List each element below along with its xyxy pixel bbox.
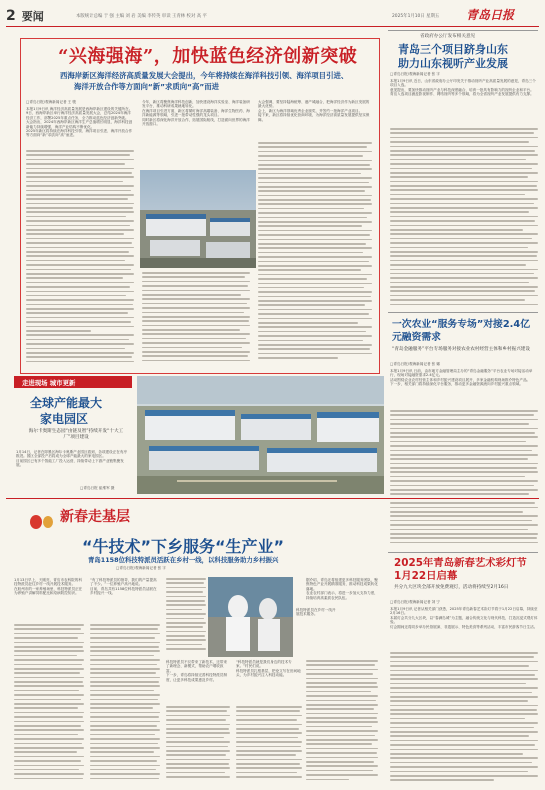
special-col-5: 据介绍，青岛还将组建更多科技服务团队，聚焦特色产业开展精准服务，推动科技成果转化落地。 农业农村部门表示，将进一步加大支持力度，持续培育高素质农民队伍。 (306, 578, 378, 600)
lead-col-1-lines (26, 150, 134, 364)
lead-subtitle-2: 海洋开放合作等方面向“新”求质向“高”而进 (74, 82, 220, 91)
lm-photo (137, 376, 384, 494)
rm-subtitle: “青岛金融服务”平台专场服务对接农业农村经营主体和乡村振兴建设 (392, 347, 530, 352)
rt-byline: □青岛日报/观海新闻记者 张 宇 (390, 72, 441, 76)
sp-lines-4 (236, 706, 302, 784)
lead-byline: □青岛日报/观海新闻记者 王 骏 (26, 100, 77, 104)
special-photo (208, 577, 293, 657)
rb-byline: □青岛日报/观海新闻记者 刘 宁 (390, 600, 441, 604)
sp-lines-2 (90, 624, 160, 784)
special-subtitle: 青岛1158位科技特派员活跃在乡村一线，以科技服务助力乡村振兴 (88, 556, 279, 564)
section-label: 要闻 (21, 10, 44, 23)
publish-date: 2025年1月10日 星期五 (392, 14, 440, 19)
special-caption: 科技特派员在乡村一线开展技术服务。 (296, 608, 336, 617)
rb-title: 2025年青岛新春艺术彩灯节1月22日启幕 (394, 557, 527, 582)
lead-col-3-lines (258, 142, 372, 364)
special-col-4: “科技特派员就是我们身边的技术专家。”村民们说。 科技特派员扎根基层，把论文写在田间地头，为乡村振兴注入科技动能。 (236, 660, 301, 678)
rt-title-1: 青岛三个项目跻身山东 (398, 43, 508, 56)
lm-title-1: 全球产能最大 (30, 396, 103, 410)
page-number: 2 要闻 (6, 8, 44, 24)
rt-body: 本报1月9日讯 近日，山东省政府办公厅印发关于推动视听产业高质量发展的意见，青岛三个项目入选。 意见提出，要加快推动视听产业与科技深度融合，培育一批具有影响力的视听企业和平台。 青岛入选项目涵盖影视制作、网络视听等多个领域，将为全省视听产业发展提供有力支撑。 (390, 79, 536, 97)
header-rule (6, 26, 539, 27)
lead-title: “兴海强海”，加快蓝色经济创新突破 (58, 46, 358, 67)
special-banner: 新春走基层 (60, 509, 130, 525)
special-rule (6, 498, 539, 499)
rm-byline: □青岛日报/观海新闻记者 张 娜 (390, 362, 441, 366)
lm-body: 1月14日，记者在即墨区海尔卡奥斯产业园区看到，各项建设正在有序推进。园区全部投产后将成为全球产能最大的家电园区。 目前园区已有多个智能工厂投入运营，持续带动上下游产业链集聚发展。 (16, 450, 128, 468)
rt-body-lines (390, 128, 538, 308)
rt-title-2: 助力山东视听产业发展 (398, 57, 508, 70)
rb-body: 本报1月9日讯 记者从相关部门获悉，2025年青岛新春艺术彩灯节将于1月22日启幕，持续至2月16日。 本届灯会共分九大区块，以“春满岛城”为主题，融合传统文化与现代科技，打造沉浸式观灯体验。 灯会期间还将同步举办民俗展演、非遗展示、特色美食等系列活动，丰富市民游客节日生活。 (390, 607, 538, 629)
special-title: “牛技术”下乡服务“生产业” (82, 537, 285, 556)
special-col-2: “有了科技特派员的指导，我们的产量提高了不少。”一位养殖户高兴地说。 目前，青岛共有1158位科技特派员活跃在乡村振兴一线。 (90, 578, 157, 596)
special-byline: □青岛日报/观海新闻记者 张 宇 (116, 566, 167, 570)
newspaper-logo: 青岛日报 (466, 8, 515, 22)
sp-lines-3a (166, 578, 206, 656)
lead-col-1: 本报1月9日讯 海洋经济高质量发展是西海岸新区建设的关键所在。9日，西海岸新区举行海洋经济高质量发展大会，总结2024年海洋经济工作，部署2025年重点任务，全力推动蓝色经济创新突破。 大会指出，2024年西海岸新区海洋生产总值增长明显，海洋科技创新能力持续增强，海洋产业结构不断优化。 2025年新区将持续在海洋科技引领、海洋项目引进、海洋开放合作等方面向“新”求质向“高”而进。 (26, 107, 133, 138)
lead-col-3: 大会强调，要坚持陆海统筹、港产城融合，把海洋经济作为新区发展的最大优势。 会上，新区为海洋领域优秀企业颁奖，并签约一批海洋产业项目。 接下来，新区将持续优化营商环境，为海洋经济高质量发展提供坚实保障。 (258, 100, 370, 122)
sp-lines-1 (14, 624, 84, 784)
rm-body: 本报1月9日讯 日前，由市地方金融管理局主办的“青岛金融服务”平台农业专场对接活动举行，现场对接融资需求2.4亿元。 活动围绕农业农村经营主体和乡村振兴建设项目展开，多家金融机构现场推介特色产品。 下一步，相关部门将持续深化平台服务，推动更多金融资源流向乡村振兴重点领域。 (390, 369, 533, 387)
rt-kicker: 省政府办公厅发布相关意见 (420, 34, 476, 39)
lm-title-2: 家电园区 (40, 412, 89, 426)
lm-credit: □青岛日报 崔维军 摄 (80, 486, 115, 490)
lantern-icon (28, 514, 54, 530)
rm-body-lines (390, 410, 538, 548)
lead-subtitle-1: 西海岸新区海洋经济高质量发展大会提出，今年将持续在海洋科技引领、海洋项目引进、 (60, 71, 349, 80)
editor-credits: 本版统计总编 于 强 主编 刘 岩 美编 李传英 审读 王青林 校对 高 平 (76, 14, 207, 19)
sp-lines-5 (306, 660, 378, 784)
rb-rule (388, 552, 538, 553)
rb-body-lines (390, 652, 538, 784)
lead-col-2-lines (142, 272, 250, 364)
lead-col-2: 今年，新区将聚焦海洋科技创新，加快建设海洋实验室、海洋装备研发平台，推动科研成果就地转化。 在海洋项目引进方面，新区将紧盯海洋高端装备、海洋生物医药、海洋新能源等领域，引进一批带动性强的龙头项目。 同时新区将深化海洋开放合作，拓展国际航线，打造面向世界的海洋开放窗口。 (142, 100, 250, 127)
lm-banner: 走进现场 城市更新 (14, 376, 132, 388)
lead-photo (140, 170, 256, 268)
special-col-1: 1月13日早上，天刚亮，青岛市农科院的科技特派员赶往乡村一线开展技术服务。 在胶州市的一家养殖场里，科技特派员正在为养殖户讲解饲料配比和疫病防控知识。 (14, 578, 83, 596)
rm-title: 一次农业“服务专场”对接2.4亿元融资需求 (392, 319, 530, 343)
special-col-3: 科技特派员不仅带来了新技术，还带来了新理念、新模式，帮助农户增收致富。 下一步，青岛将持续完善科技特派员制度，让更多科技成果惠及乡村。 (166, 660, 228, 682)
rm-rule (388, 312, 538, 313)
rt-rule (388, 30, 538, 31)
lm-subtitle: 海尔卡奥斯生态园“由链及智”持续开发“十大工厂”项目建设 (28, 429, 124, 440)
sp-lines-3 (166, 706, 230, 784)
rb-subtitle: 共分九大区块全部开放免费观灯，活动将持续至2月16日 (394, 585, 509, 590)
